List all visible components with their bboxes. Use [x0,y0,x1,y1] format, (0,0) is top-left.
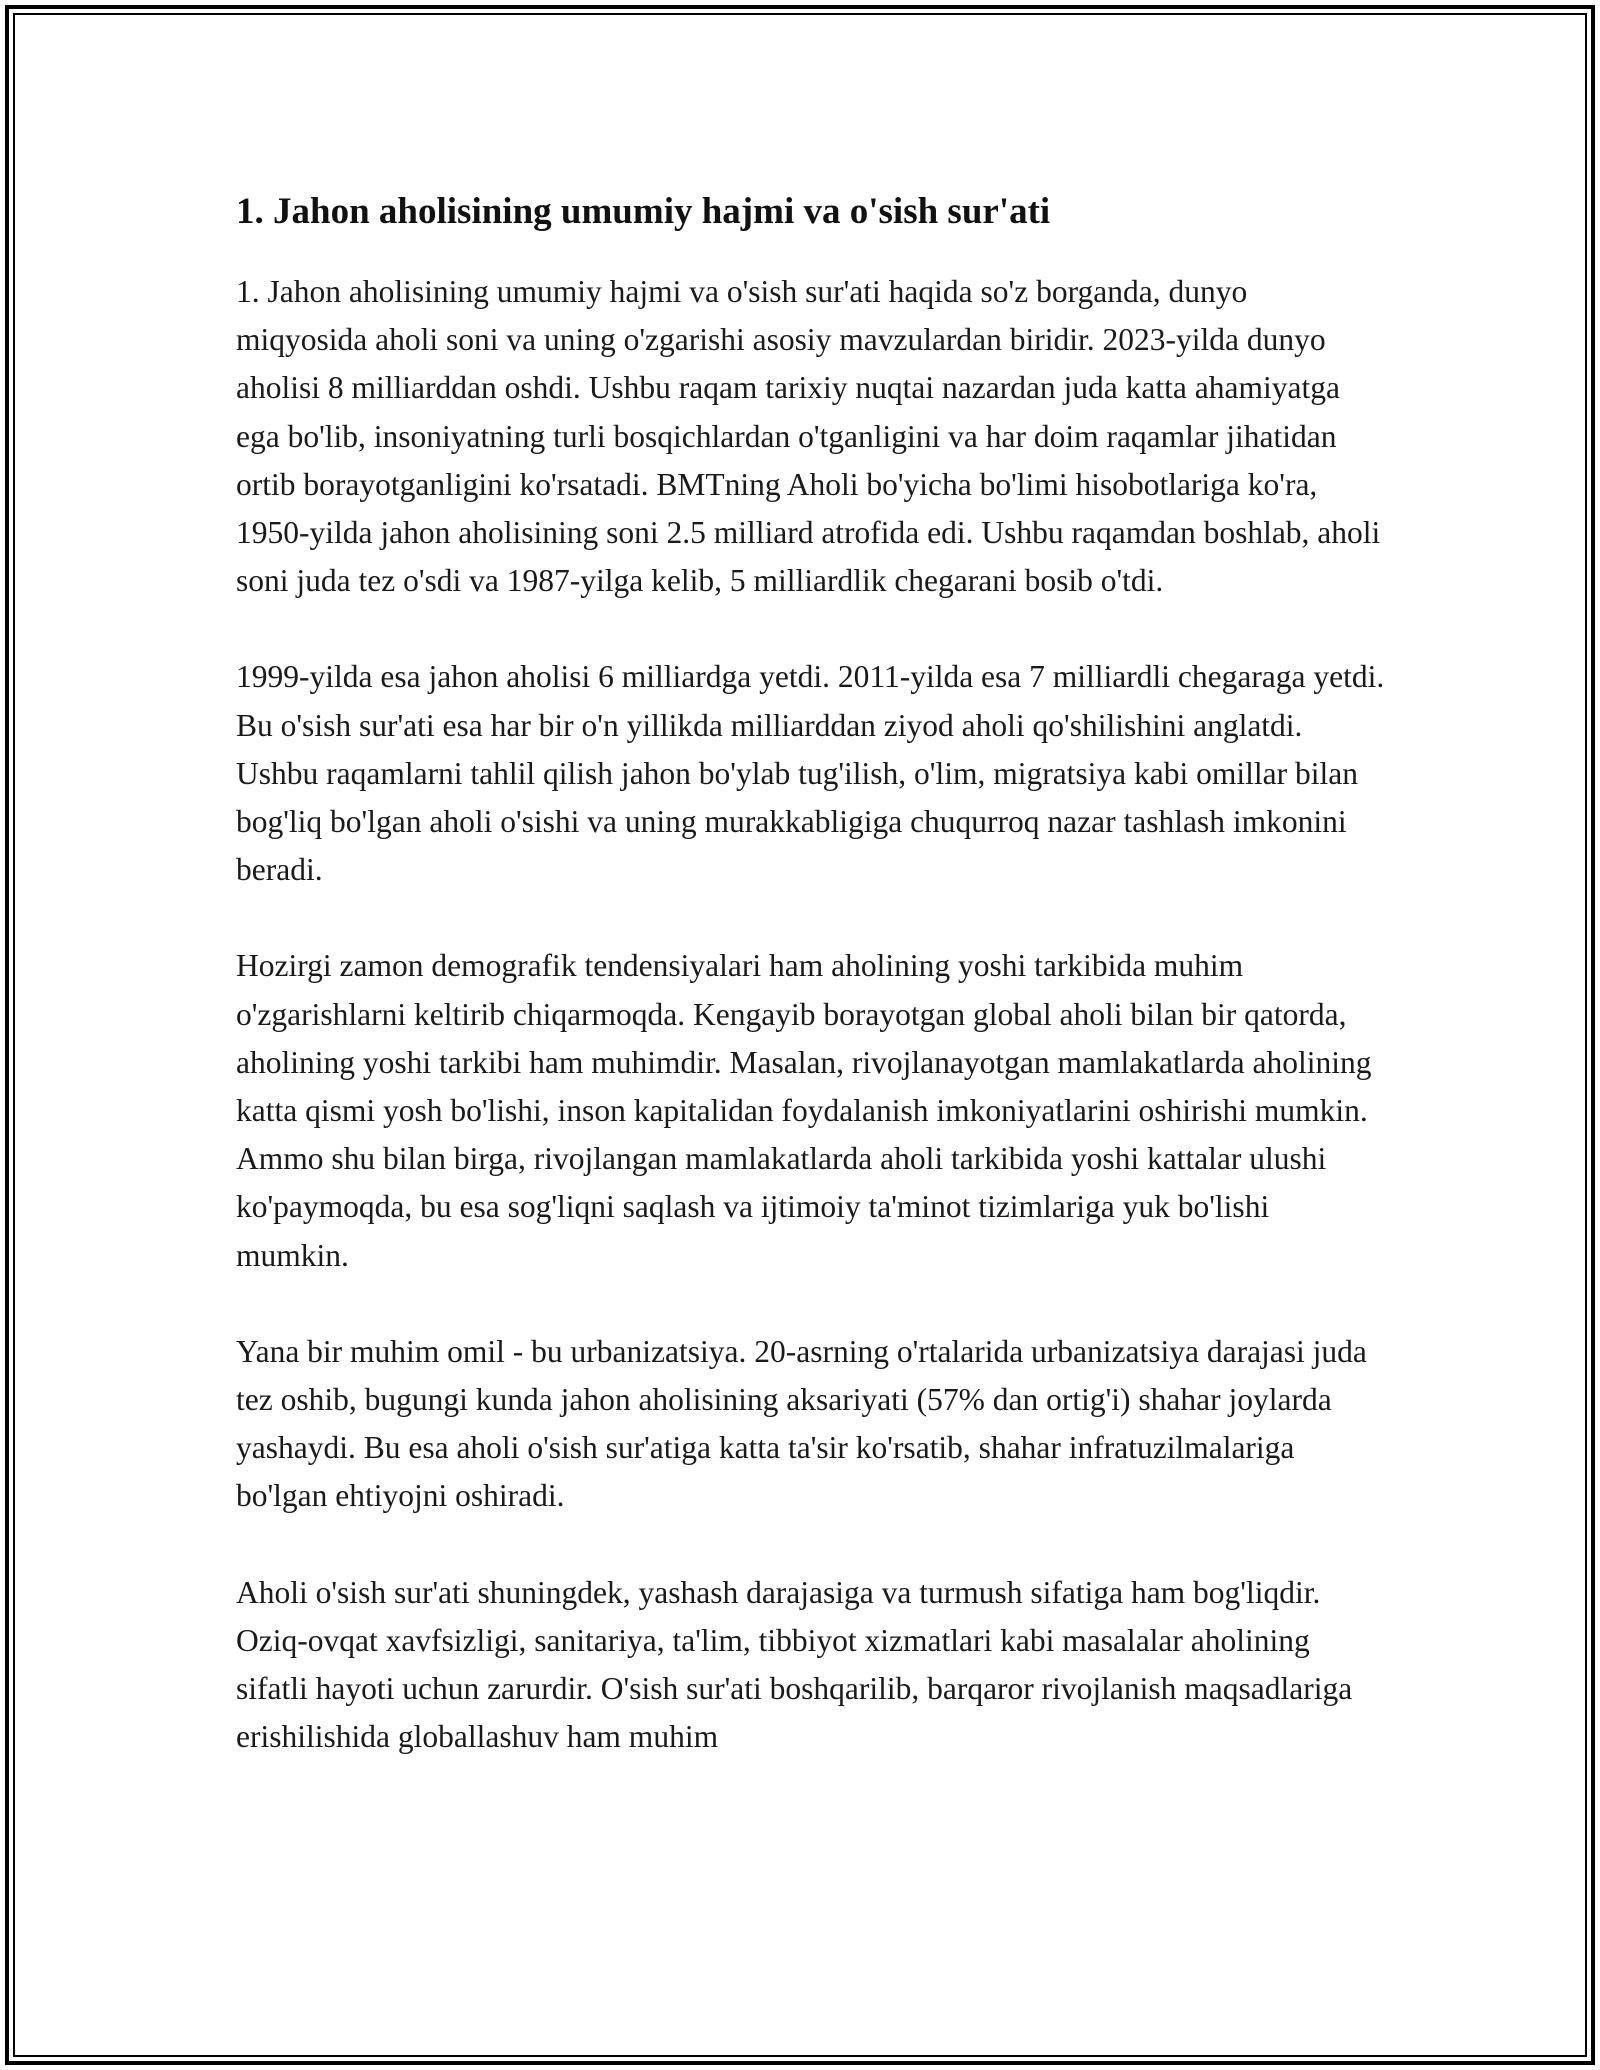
paragraph-2: 1999-yilda esa jahon aholisi 6 milliardga yetdi. 2011-yilda esa 7 milliardli chegaraga yetdi. Bu o'sish sur'ati esa har bir o'n yillikda milliarddan ziyod aholi qo'shilishini anglatdi. Ushbu raqamlarni tahlil qilish jahon bo'ylab tug'ilish, o'lim, migratsiya kabi omillar bilan bog'liq bo'lgan aholi o'sishi va uning murakkabligiga chuqurroq nazar tashlash imkonini beradi. [236,659,1385,888]
document-body [236,186,1386,1809]
section-heading: 1. Jahon aholisining umumiy hajmi va o'sish sur'ati [236,191,1051,232]
paragraph-1: 1. Jahon aholisining umumiy hajmi va o'sish sur'ati haqida so'z borganda, dunyo miqyosida aholi soni va uning o'zgarishi asosiy mavzulardan biridir. 2023-yilda dunyo aholisi 8 milliarddan oshdi. Ushbu raqam tarixiy nuqtai nazardan juda katta ahamiyatga ega bo'lib, insoniyatning turli bosqichlardan o'tganligini va har doim raqamlar jihatidan ortib borayotganligini ko'rsatadi. BMTning Aholi bo'yicha bo'limi hisobotlariga ko'ra, 1950-yilda jahon aholisining soni 2.5 milliard atrofida edi. Ushbu raqamdan boshlab, aholi soni juda tez o'sdi va 1987-yilga kelib, 5 milliardlik chegarani bosib o'tdi. [236,274,1381,599]
paragraph-4: Yana bir muhim omil - bu urbanizatsiya. 20-asrning o'rtalarida urbanizatsiya darajasi juda tez oshib, bugungi kunda jahon aholisining aksariyati (57% dan ortig'i) shahar joylarda yashaydi. Bu esa aholi o'sish sur'atiga katta ta'sir ko'rsatib, shahar infratuzilmalariga bo'lgan ehtiyojni oshiradi. [236,1333,1367,1514]
paragraph-3: Hozirgi zamon demografik tendensiyalari ham aholining yoshi tarkibida muhim o'zgarishlarni keltirib chiqarmoqda. Kengayib borayotgan global aholi bilan bir qatorda, aholining yoshi tarkibi ham muhimdir. Masalan, rivojlanayotgan mamlakatlarda aholining katta qismi yosh bo'lishi, inson kapitalidan foydalanish imkoniyatlarini oshirishi mumkin. Ammo shu bilan birga, rivojlangan mamlakatlarda aholi tarkibida yoshi kattalar ulushi ko'paymoqda, bu esa sog'liqni saqlash va ijtimoiy ta'minot tizimlariga yuk bo'lishi mumkin. [236,948,1372,1273]
paragraph-5: Aholi o'sish sur'ati shuningdek, yashash darajasiga va turmush sifatiga ham bog'liqdir. Oziq-ovqat xavfsizligi, sanitariya, ta'lim, tibbiyot xizmatlari kabi masalalar aholining sifatli hayoti uchun zarurdir. O'sish sur'ati boshqarilib, barqaror rivojlanish maqsadlariga erishilishida globallashuv ham muhim [236,1574,1353,1755]
